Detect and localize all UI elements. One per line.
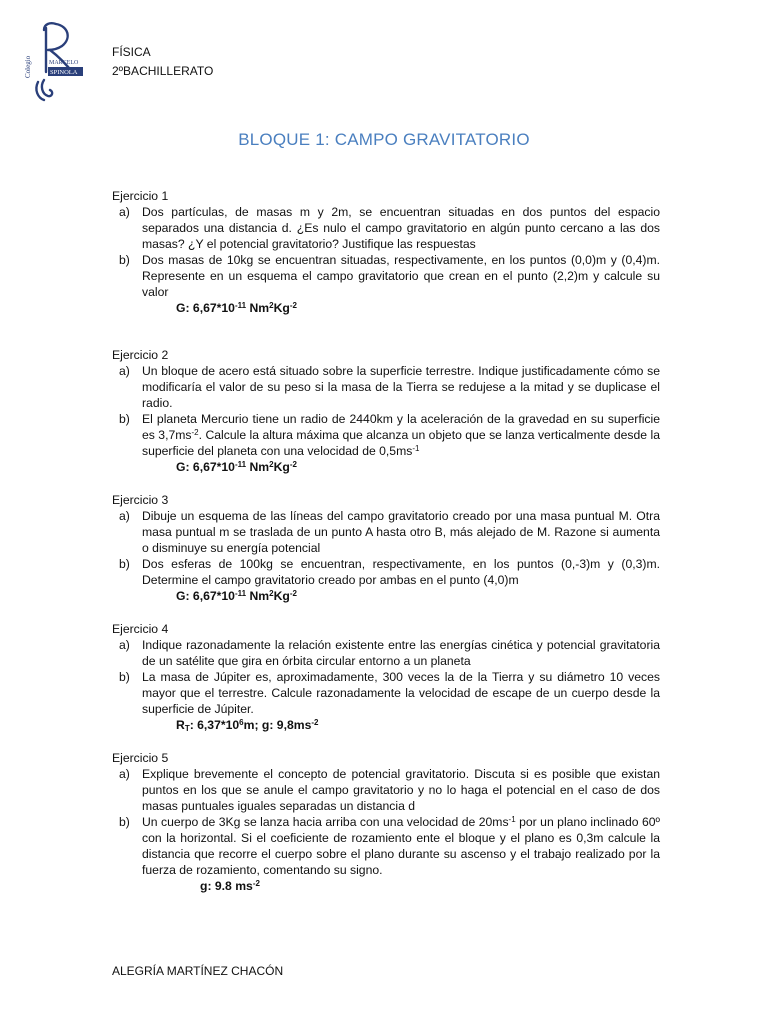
exercise-3: [112, 492, 660, 605]
item-label: b): [119, 670, 130, 684]
item-label: b): [119, 557, 130, 571]
exercise-item-a: [112, 637, 660, 669]
school-logo: [22, 20, 84, 102]
item-label: a): [119, 638, 130, 652]
course-label: 2ºBACHILLERATO: [112, 64, 214, 78]
document-title: BLOQUE 1: CAMPO GRAVITATORIO: [238, 130, 530, 149]
author-footer: ALEGRÍA MARTÍNEZ CHACÓN: [112, 964, 284, 978]
item-text: Dos masas de 10kg se encuentran situadas, respectivamente, en los puntos (0,0)m y (0,4)m. Represente en un esquema el campo gravitatorio que crean en el punto (2,2)m y calcule su valor: [142, 253, 660, 299]
exercise-item-a: [112, 766, 660, 814]
exercise-item-b: [112, 411, 660, 459]
exercise-2: [112, 347, 660, 476]
item-label: b): [119, 815, 130, 829]
exercise-item-b: [112, 669, 660, 717]
exercise-item-a: [112, 204, 660, 252]
gravity-constant: g: 9.8 $ms^{-2}$: [200, 879, 260, 893]
item-text: Un bloque de acero está situado sobre la superficie terrestre. Indique justificadamente cómo se modificaría el valor de su peso si la masa de la Tierra se redujese a la mitad y se duplicase el radio.: [142, 364, 660, 410]
exercise-4: [112, 621, 660, 734]
item-text: Un cuerpo de 3Kg se lanza hacia arriba con una velocidad de $20ms^{-1}$ por un plano inclinado 60º con la horizontal. Si el coeficiente de rozamiento ente el bloque y el plano es 0,3m calcule la distancia que recorre el cuerpo sobre el plano durante su ascenso y el trabajo realizado por la fuerza de rozamiento, comentando su signo.: [142, 815, 660, 877]
exercise-title: Ejercicio 5: [112, 751, 169, 765]
item-label: b): [119, 412, 130, 426]
exercise-title: Ejercicio 2: [112, 348, 169, 362]
item-label: a): [119, 767, 130, 781]
exercise-item-b: [112, 252, 660, 300]
exercise-list: [112, 188, 660, 911]
header: [112, 43, 213, 81]
subject-label: FÍSICA: [112, 45, 151, 59]
item-text: Indique razonadamente la relación existente entre las energías cinética y potencial gravitatoria de un satélite que gira en órbita circular entorno a un planeta: [142, 638, 660, 668]
exercise-item-b: [112, 814, 660, 878]
item-text: Explique brevemente el concepto de potencial gravitatorio. Discuta si es posible que existan puntos en los que se anule el campo gravitatorio y no lo haga el potencial en el caso de dos masas puntuales iguales separadas un distancia d: [142, 767, 660, 813]
exercise-item-a: [112, 508, 660, 556]
logo-spinola-text: SPINOLA: [50, 69, 78, 76]
exercise-title: Ejercicio 4: [112, 622, 169, 636]
item-label: a): [119, 205, 130, 219]
gravitational-constant: G: $6,67*10^{-11}$ $Nm^2Kg^{-2}$: [176, 589, 297, 603]
item-label: a): [119, 509, 130, 523]
exercise-title: Ejercicio 1: [112, 189, 169, 203]
item-label: a): [119, 364, 130, 378]
exercise-item-b: [112, 556, 660, 588]
item-text: Dos partículas, de masas m y 2m, se encuentran situadas en dos puntos del espacio separados una distancia d. ¿Es nulo el campo gravitatorio en algún punto cercano a las dos masas? ¿Y el potencial gravitatorio? Justifique las respuestas: [142, 205, 660, 251]
logo-colegio-text: Colegio: [24, 55, 32, 78]
exercise-title: Ejercicio 3: [112, 493, 169, 507]
item-text: La masa de Júpiter es, aproximadamente, 300 veces la de la Tierra y su diámetro 10 veces mayor que el terrestre. Calcule razonadamente la velocidad de escape de un cuerpo desde la superficie de Júpiter.: [142, 670, 660, 716]
exercise-1: [112, 188, 660, 331]
item-text: El planeta Mercurio tiene un radio de 2440km y la aceleración de la gravedad en su superficie es $3,7ms^{-2}$. Calcule la altura máxima que alcanza un objeto que se lanza verticalmente desde la superficie del planeta con una velocidad de $0,5ms^{-1}$: [142, 412, 660, 458]
exercise-item-a: [112, 363, 660, 411]
gravitational-constant: G: $6,67*10^{-11}$ $Nm^2Kg^{-2}$: [176, 460, 297, 474]
gravitational-constant: G: $6,67*10^{-11}$ $Nm^2Kg^{-2}$: [176, 301, 297, 315]
logo-marcelo-text: MARCELO: [49, 60, 79, 66]
item-label: b): [119, 253, 130, 267]
item-text: Dibuje un esquema de las líneas del campo gravitatorio creado por una masa puntual M. Otra masa puntual m se traslada de un punto A hasta otro B, más alejado de M. Razone si aumenta o disminuye su energía potencial: [142, 509, 660, 555]
exercise-5: [112, 750, 660, 895]
earth-radius-gravity-constants: $R_T$: $6,37*10^6m$; g: $9,8ms^{-2}$: [176, 718, 319, 733]
item-text: Dos esferas de 100kg se encuentran, respectivamente, en los puntos (0,-3)m y (0,3)m. Determine el campo gravitatorio creado por ambas en el punto (4,0)m: [142, 557, 660, 587]
